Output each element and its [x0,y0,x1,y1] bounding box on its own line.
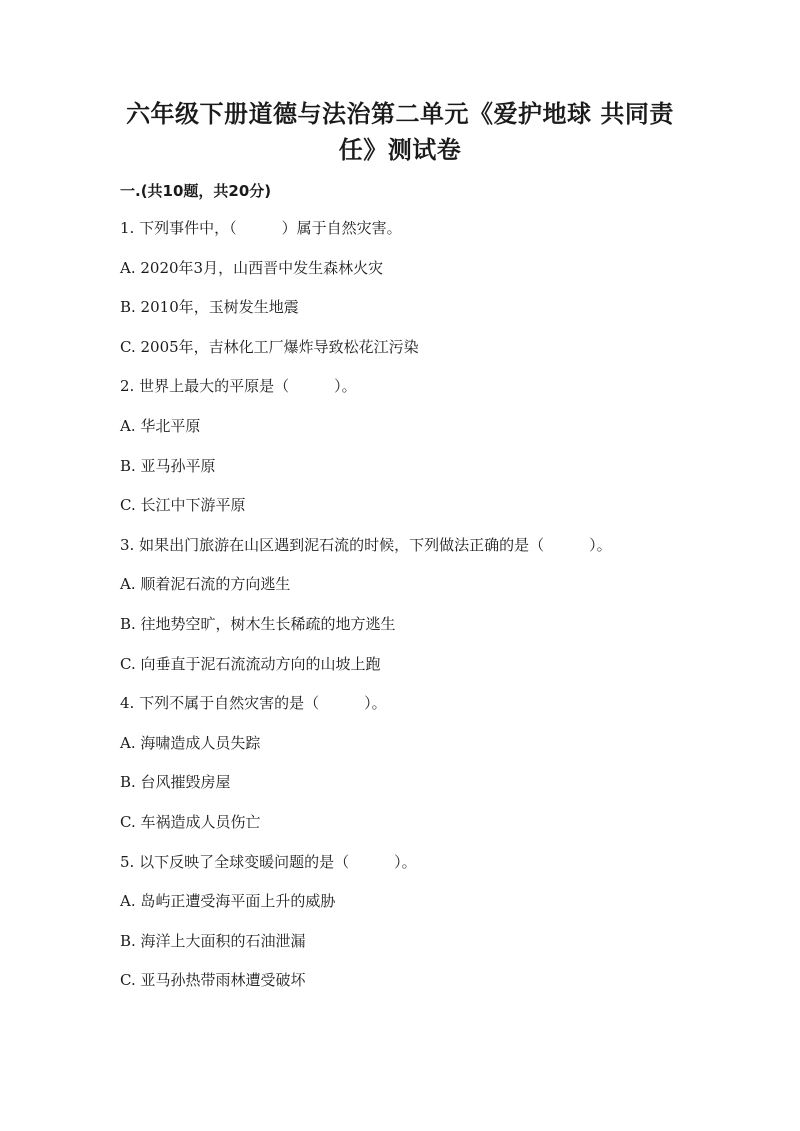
question-3-option-b: B. 往地势空旷，树木生长稀疏的地方逃生 [120,614,396,633]
question-4-option-b: B. 台风摧毁房屋 [120,773,231,792]
title-line-1: 六年级下册道德与法治第二单元《爱护地球 共同责 [126,100,674,128]
page-title [110,96,690,168]
question-1-option-a: A. 2020年3月，山西晋中发生森林火灾 [120,258,384,277]
question-1-option-b: B. 2010年，玉树发生地震 [120,298,299,317]
question-2-option-a: A. 华北平原 [120,416,201,435]
question-3-option-c: C. 向垂直于泥石流流动方向的山坡上跑 [120,654,381,673]
question-4-option-c: C. 车祸造成人员伤亡 [120,812,261,831]
question-1-option-c: C. 2005年，吉林化工厂爆炸导致松花江污染 [120,337,419,356]
question-2-option-c: C. 长江中下游平原 [120,496,246,515]
question-4-option-a: A. 海啸造成人员失踪 [120,733,261,752]
question-5-stem: 5. 以下反映了全球变暖问题的是（ ）。 [120,852,417,871]
question-1-stem: 1. 下列事件中，（ ）属于自然灾害。 [120,219,402,237]
section-heading: 一.(共10题，共20分) [120,182,272,200]
question-5-option-b: B. 海洋上大面积的石油泄漏 [120,931,306,950]
question-4-stem: 4. 下列不属于自然灾害的是（ ）。 [120,694,387,713]
question-2-option-b: B. 亚马孙平原 [120,456,216,475]
question-list [120,216,720,1008]
question-3-stem: 3. 如果出门旅游在山区遇到泥石流的时候，下列做法正确的是（ ）。 [120,535,612,554]
question-5-option-a: A. 岛屿正遭受海平面上升的威胁 [120,892,336,911]
title-line-2: 任》测试卷 [338,136,462,164]
question-5-option-c: C. 亚马孙热带雨林遭受破坏 [120,971,306,990]
question-2-stem: 2. 世界上最大的平原是（ ）。 [120,377,357,396]
question-3-option-a: A. 顺着泥石流的方向逃生 [120,575,291,594]
